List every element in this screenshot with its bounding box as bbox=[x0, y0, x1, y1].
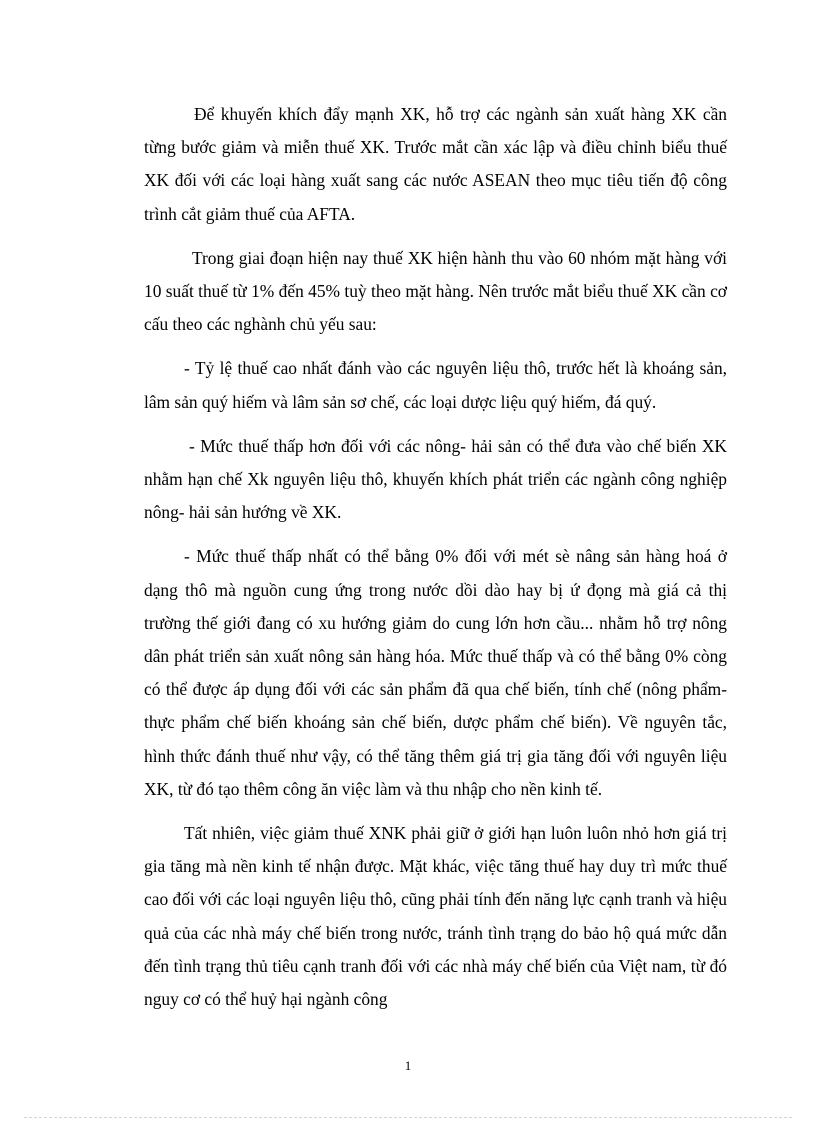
paragraph-lower-tax-rate: - Mức thuế thấp hơn đối với các nông- hải sản có thể đưa vào chế biến XK nhằm hạn chế Xk nguyên liệu thô, khuyến khích phát triển các ngành công nghiệp nông- hải sản hướng về XK. bbox=[144, 435, 727, 523]
paragraph-highest-tax-rate: - Tỷ lệ thuế cao nhất đánh vào các nguyên liệu thô, trước hết là khoáng sản, lâm sản quý hiếm và lâm sản sơ chế, các loại dược liệu quý hiếm, đá quý. bbox=[144, 358, 727, 412]
page-number: 1 bbox=[404, 1058, 412, 1073]
paragraph-export-tax-reduction: Để khuyến khích đẩy mạnh XK, hỗ trợ các ngành sản xuất hàng XK cần từng bước giảm và miễn thuế XK. Trước mắt cần xác lập và điều chỉnh biểu thuế XK đối với các loại hàng xuất sang các nước ASEAN theo mục tiêu tiến độ công trình cắt giảm thuế của AFTA. bbox=[144, 104, 727, 224]
paragraph-current-tax-structure: Trong giai đoạn hiện nay thuế XK hiện hành thu vào 60 nhóm mặt hàng với 10 suất thuế từ 1% đến 45% tuỳ theo mặt hàng. Nên trước mắt biểu thuế XK cần cơ cấu theo các nghành chủ yếu sau: bbox=[144, 247, 727, 335]
paragraph-tax-limits: Tất nhiên, việc giảm thuế XNK phải giữ ở giới hạn luôn luôn nhỏ hơn giá trị gia tăng mà nền kinh tế nhận được. Mặt khác, việc tăng thuế hay duy trì mức thuế cao đối với các loại nguyên liệu thô, cũng phải tính đến năng lực cạnh tranh và hiệu quả của các nhà máy chế biến trong nước, tránh tình trạng do bảo hộ quá mức dẫn đến tình trạng thủ tiêu cạnh tranh đối với các nhà máy chế biến của Việt nam, từ đó nguy cơ có thể huỷ hại ngành công bbox=[144, 823, 727, 1010]
paragraph-lowest-tax-rate: - Mức thuế thấp nhất có thể bằng 0% đối với mét sè nâng sản hàng hoá ở dạng thô mà nguồn cung ứng trong nước dồi dào hay bị ứ đọng mà giá cả thị trường thế giới đang có xu hướng giảm do cung lớn hơn cầu... nhằm hỗ trợ nông dân phát triển sản xuất nông sản hàng hóa. Mức thuế thấp và có thể bằng 0% còng có thể được áp dụng đối với các sản phẩm đã qua chế biến, tính chế (nông phẩm- thực phẩm chế biến khoáng sản chế biến, dược phẩm chế biến). Về nguyên tắc, hình thức đánh thuế như vậy, có thể tăng thêm giá trị gia tăng đối với nguyên liệu XK, từ đó tạo thêm công ăn việc làm và thu nhập cho nền kinh tế. bbox=[144, 546, 727, 799]
page-bottom-divider bbox=[24, 1117, 792, 1118]
document-body bbox=[144, 98, 727, 1027]
